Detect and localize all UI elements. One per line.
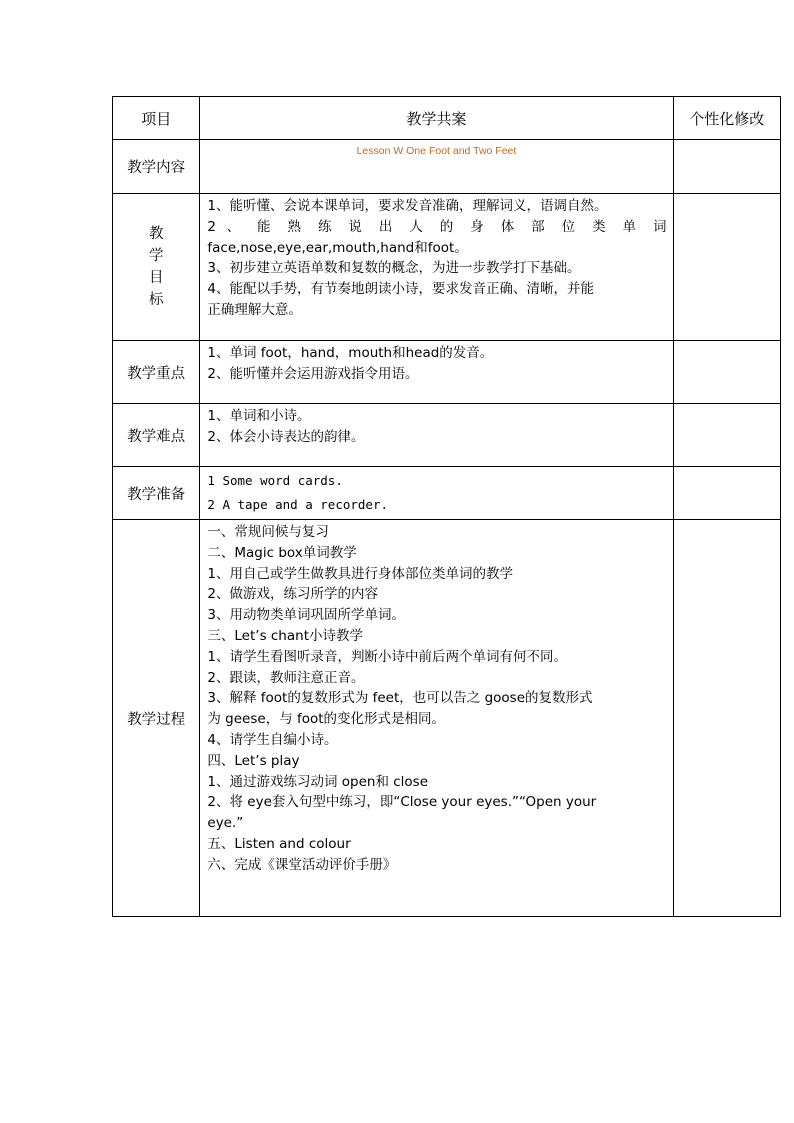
goals-label-char: 学 xyxy=(148,248,164,264)
goals-row xyxy=(113,194,781,341)
content-edit-cell xyxy=(673,140,781,194)
goal-line: 2 、 能 熟 练 说 出 人 的 身 体 部 位 类 单 词 xyxy=(207,218,667,235)
goals-content xyxy=(200,194,673,341)
process-label: 教学过程 xyxy=(113,520,200,917)
process-line: 2、跟读，教师注意正音。 xyxy=(207,669,365,686)
difficulties-content xyxy=(200,404,673,467)
goal-line: 1、能听懂、会说本课单词，要求发音准确，理解词义，语调自然。 xyxy=(207,198,608,214)
process-line: 3、解释 foot的复数形式为 feet，也可以告之 goose的复数形式 xyxy=(207,690,593,707)
process-content xyxy=(200,520,673,917)
header-shared-plan: 教学共案 xyxy=(200,97,673,140)
process-line: eye.” xyxy=(207,815,244,832)
process-line: 3、用动物类单词巩固所学单词。 xyxy=(207,607,405,624)
key-points-row xyxy=(113,341,781,404)
preparation-edit-cell xyxy=(673,467,781,520)
key-points-content xyxy=(200,341,673,404)
preparation-content xyxy=(200,467,673,520)
goals-edit-cell xyxy=(673,194,781,341)
goals-label xyxy=(113,194,200,341)
preparation-row xyxy=(113,467,781,520)
content-row xyxy=(113,140,781,194)
goals-label-char: 教 xyxy=(148,226,164,242)
process-line: 六、完成《课堂活动评价手册》 xyxy=(207,856,397,873)
process-line: 四、Let’s play xyxy=(207,752,300,769)
preparation-label: 教学准备 xyxy=(113,467,200,520)
preparation-line: 2 A tape and a recorder. xyxy=(207,497,389,512)
key-points-label: 教学重点 xyxy=(113,341,200,404)
difficulties-label: 教学难点 xyxy=(113,404,200,467)
header-row xyxy=(113,97,781,140)
key-points-edit-cell xyxy=(673,341,781,404)
process-edit-cell xyxy=(673,520,781,917)
lesson-title: Lesson W One Foot and Two Feet xyxy=(200,140,673,194)
process-line: 1、通过游戏练习动词 open和 close xyxy=(207,773,429,790)
goal-line: face,nose,eye,ear,mouth,hand和foot。 xyxy=(207,239,468,256)
process-line: 为 geese，与 foot的变化形式是相同。 xyxy=(207,711,446,728)
header-personal-edit: 个性化修改 xyxy=(673,97,781,140)
goals-label-char: 目 xyxy=(148,270,164,286)
difficulties-edit-cell xyxy=(673,404,781,467)
process-line: 2、将 eye套入句型中练习，即“Close your eyes.”“Open your xyxy=(207,794,597,811)
difficulties-row xyxy=(113,404,781,467)
process-line: 1、请学生看图听录音，判断小诗中前后两个单词有何不同。 xyxy=(207,648,567,665)
process-line: 2、做游戏，练习所学的内容 xyxy=(207,586,378,603)
key-point-line: 2、能听懂并会运用游戏指令用语。 xyxy=(207,365,419,382)
key-point-line: 1、单词 foot，hand，mouth和head的发音。 xyxy=(207,345,494,361)
header-item: 项目 xyxy=(113,97,200,140)
goals-label-char: 标 xyxy=(148,292,164,308)
goal-line: 4、能配以手势，有节奏地朗读小诗，要求发音正确、清晰，并能 xyxy=(207,281,594,298)
difficulty-line: 1、单词和小诗。 xyxy=(207,408,311,424)
content-label: 教学内容 xyxy=(113,140,200,194)
process-line: 二、Magic box单词教学 xyxy=(207,544,357,561)
process-line: 4、请学生自编小诗。 xyxy=(207,731,338,748)
process-line: 三、Let’s chant小诗教学 xyxy=(207,627,363,644)
process-line: 五、Listen and colour xyxy=(207,835,351,852)
preparation-line: 1 Some word cards. xyxy=(207,473,343,488)
process-line: 一、常规问候与复习 xyxy=(207,524,329,540)
goal-line: 正确理解大意。 xyxy=(207,301,302,318)
process-row xyxy=(113,520,781,917)
difficulty-line: 2、体会小诗表达的韵律。 xyxy=(207,428,365,445)
process-line: 1、用自己或学生做教具进行身体部位类单词的教学 xyxy=(207,565,513,582)
lesson-plan-table xyxy=(112,96,781,917)
goal-line: 3、初步建立英语单数和复数的概念，为进一步教学打下基础。 xyxy=(207,260,581,277)
